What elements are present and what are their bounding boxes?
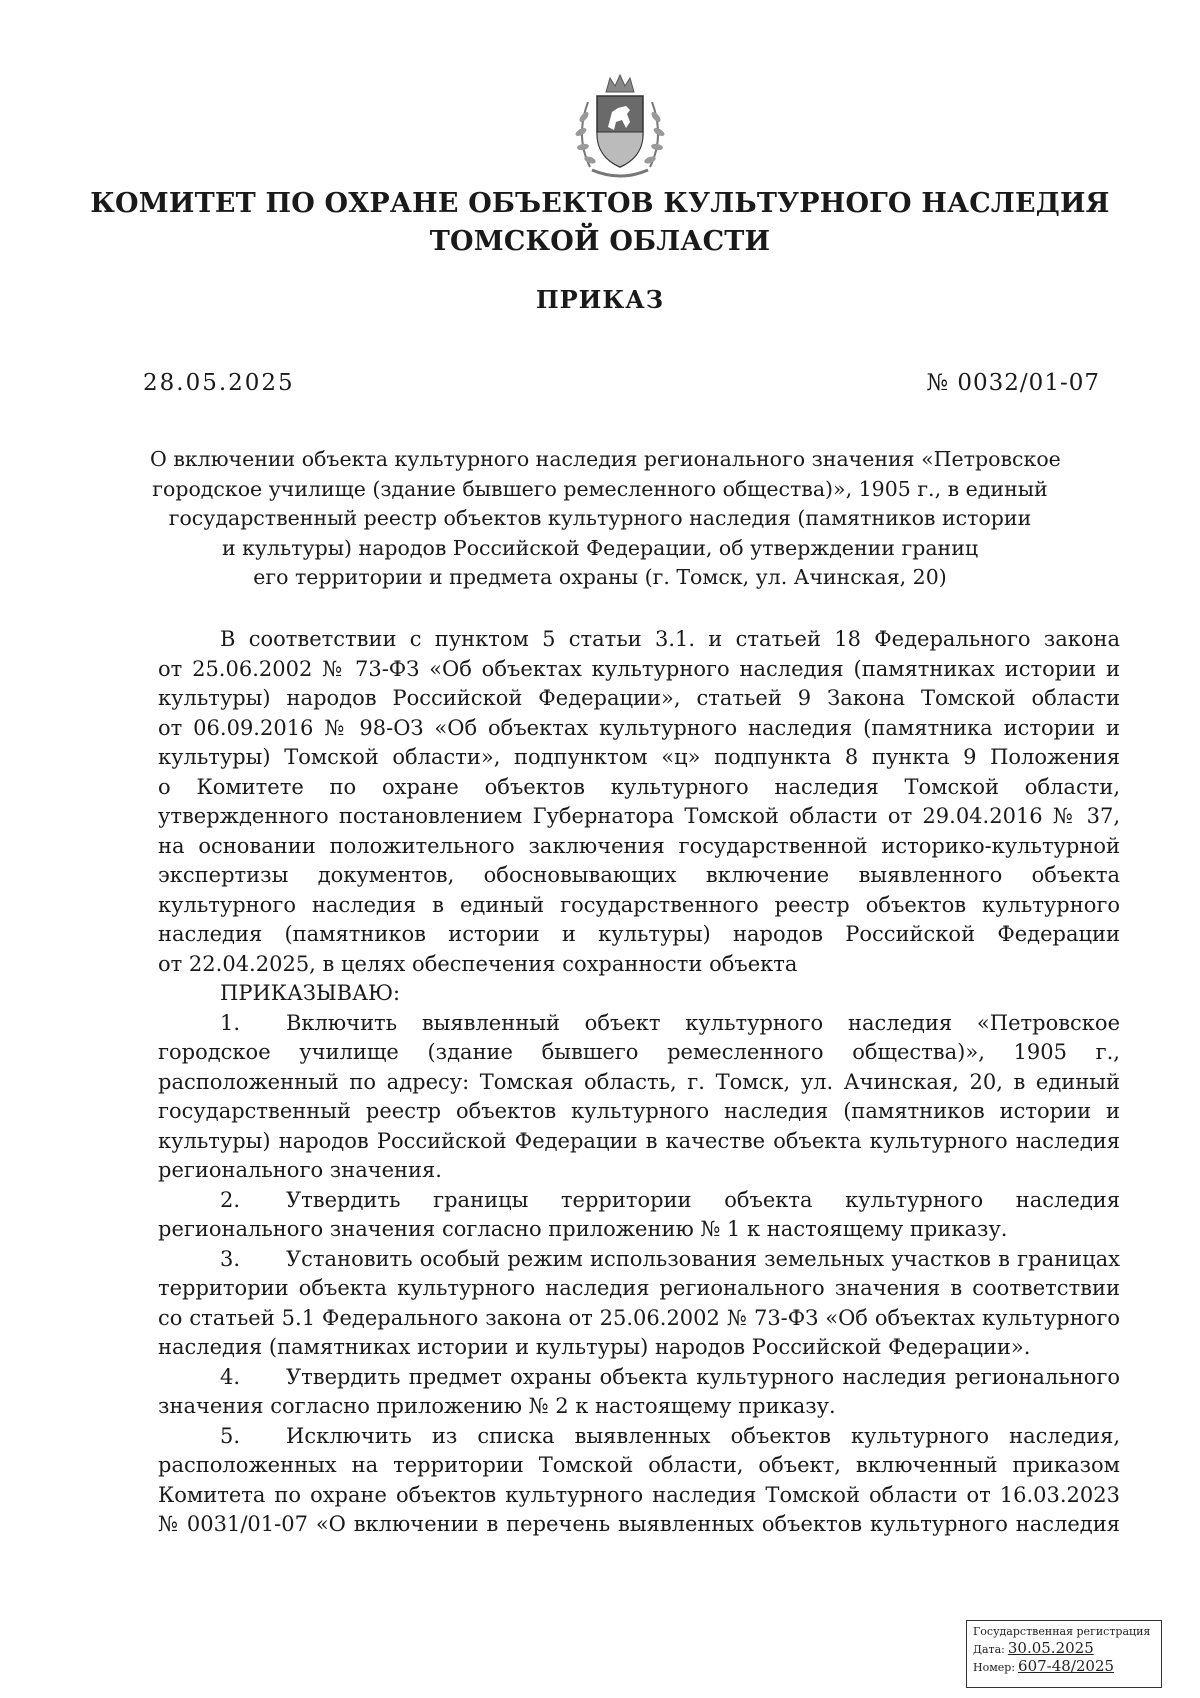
subject-line: городское училище (здание бывшего ремесленного общества)», 1905 г., в единый — [152, 476, 1048, 501]
preamble-line: культурного наследия в единый государственного реестр объектов культурного — [158, 892, 1120, 917]
list-item-line: территории объекта культурного наследия регионального значения в соответствии — [158, 1276, 1120, 1300]
preamble-line: наследия (памятников истории и культуры) народов Российской Федерации — [158, 922, 1120, 946]
list-item-line: расположенный по адресу: Томская область, г. Томск, ул. Ачинская, 20, в единый — [158, 1069, 1120, 1094]
item-text: Установить особый режим использования земельных участков в границах — [286, 1246, 1120, 1271]
coat-of-arms-icon — [570, 72, 670, 182]
stamp-title: Государственная регистрация — [973, 1625, 1151, 1638]
item-number: 3. — [220, 1246, 241, 1271]
item-number: 2. — [220, 1187, 241, 1212]
item-number: 1. — [220, 1010, 241, 1035]
document-body — [158, 625, 1120, 1540]
preamble-line: о Комитете по охране объектов культурного наследия Томской области, — [158, 774, 1120, 799]
preamble-line: от 22.04.2025, в целях обеспечения сохранности объекта — [158, 951, 798, 976]
document-subject — [150, 445, 1061, 593]
preamble-line: культуры) Томской области», подпунктом «ц» подпункта 8 пункта 9 Положения — [158, 745, 1120, 769]
preamble-line: от 06.09.2016 № 98-ОЗ «Об объектах культурного наследия (памятника истории и — [158, 715, 1120, 740]
organization-name — [0, 185, 1200, 261]
document-type: ПРИКАЗ — [535, 285, 665, 314]
subject-line: его территории и предмета охраны (г. Томск, ул. Ачинская, 20) — [253, 565, 947, 589]
preamble-line: от 25.06.2002 № 73-ФЗ «Об объектах культурного наследия (памятниках истории и — [158, 656, 1120, 681]
preamble-line: культуры) народов Российской Федерации», статьей 9 Закона Томской области — [158, 686, 1120, 710]
item-text: Исключить из списка выявленных объектов культурного наследия, — [286, 1423, 1120, 1448]
item-number: 5. — [220, 1423, 241, 1448]
stamp-number-label: Номер: — [973, 1661, 1016, 1674]
list-item-first-line — [158, 1009, 1120, 1039]
list-item-line: № 0031/01-07 «О включении в перечень выявленных объектов культурного наследия — [158, 1512, 1120, 1536]
stamp-number-row — [973, 1658, 1155, 1676]
list-item-line: регионального значения. — [158, 1158, 442, 1182]
subject-line: и культуры) народов Российской Федерации, об утверждении границ — [221, 535, 979, 560]
preamble-line: экспертизы документов, обосновывающих включение выявленного объекта — [158, 863, 1120, 887]
stamp-date-label: Дата: — [973, 1643, 1005, 1656]
list-item-line: наследия (памятниках истории и культуры) народов Российской Федерации». — [158, 1335, 1031, 1359]
document-date: 28.05.2025 — [143, 370, 295, 396]
list-item-line: регионального значения согласно приложению № 1 к настоящему приказу. — [158, 1217, 1008, 1241]
list-item-line: городское училище (здание бывшего ремесленного общества)», 1905 г., — [158, 1040, 1120, 1064]
registration-stamp — [966, 1620, 1162, 1688]
list-item-line: расположенных на территории Томской области, объект, включенный приказом — [158, 1453, 1120, 1477]
list-item-line: государственный реестр объектов культурного наследия (памятников истории и — [158, 1099, 1120, 1123]
item-text: Утвердить границы территории объекта культурного наследия — [286, 1187, 1120, 1212]
item-number: 4. — [220, 1364, 241, 1389]
subject-line: государственный реестр объектов культурного наследия (памятников истории — [168, 506, 1032, 530]
stamp-date-value: 30.05.2025 — [1007, 1639, 1094, 1657]
list-item-first-line — [158, 1363, 1120, 1393]
item-text: Включить выявленный объект культурного наследия «Петровское — [286, 1010, 1120, 1035]
list-item-first-line — [158, 1422, 1120, 1452]
list-item-line: Комитета по охране объектов культурного наследия Томской области от 16.03.2023 — [158, 1482, 1120, 1507]
preamble-line: на основании положительного заключения государственной историко-культурной — [158, 833, 1120, 858]
item-text: Утвердить предмет охраны объекта культурного наследия регионального — [286, 1364, 1120, 1389]
preamble-line: В соответствии с пунктом 5 статьи 3.1. и статьей 18 Федерального закона — [220, 627, 1120, 651]
list-item-first-line — [158, 1186, 1120, 1216]
organization-name-line2: ТОМСКОЙ ОБЛАСТИ — [429, 226, 771, 257]
list-item-first-line — [158, 1245, 1120, 1275]
list-item-line: значения согласно приложению № 2 к настоящему приказу. — [158, 1394, 836, 1418]
order-word: ПРИКАЗЫВАЮ: — [220, 981, 401, 1005]
stamp-number-value: 607-48/2025 — [1018, 1657, 1115, 1675]
document-number: № 0032/01-07 — [926, 370, 1100, 396]
preamble-line: утвержденного постановлением Губернатора Томской области от 29.04.2016 № 37, — [158, 804, 1120, 828]
list-item-line: культуры) народов Российской Федерации в качестве объекта культурного наследия — [158, 1128, 1120, 1153]
list-item-line: со статьей 5.1 Федерального закона от 25.06.2002 № 73-ФЗ «Об объектах культурного — [158, 1305, 1120, 1330]
stamp-date-row — [973, 1640, 1155, 1658]
subject-line: О включении объекта культурного наследия регионального значения «Петровское — [150, 447, 1061, 471]
organization-name-line1: КОМИТЕТ ПО ОХРАНЕ ОБЪЕКТОВ КУЛЬТУРНОГО НАСЛЕДИЯ — [90, 188, 1110, 219]
